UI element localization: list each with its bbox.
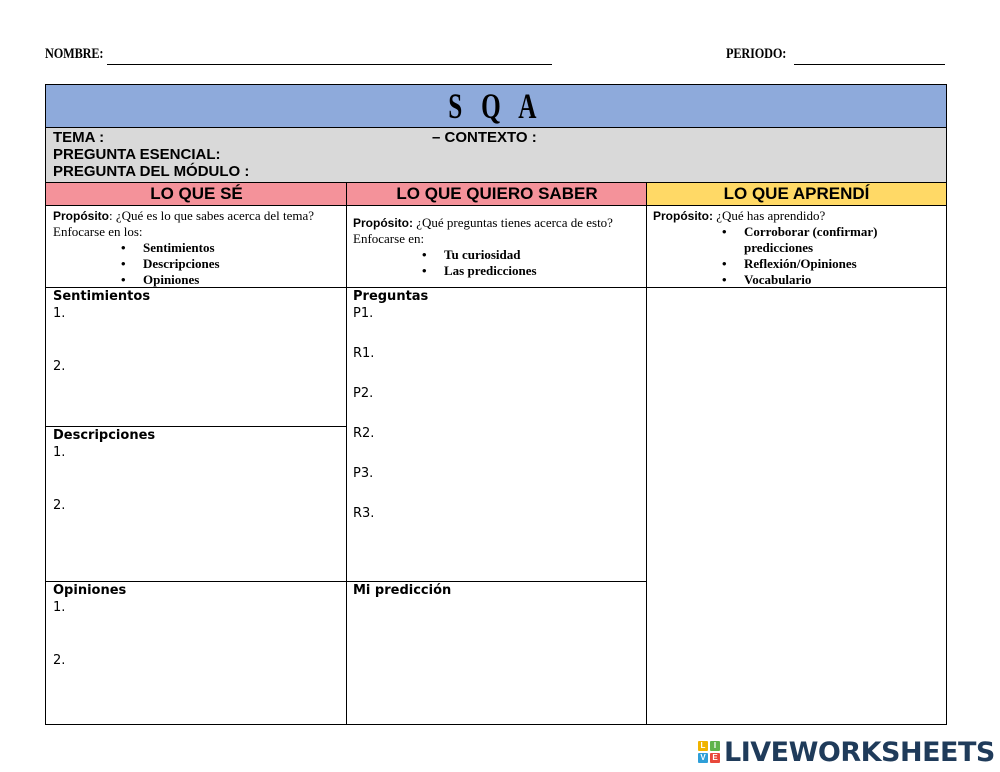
sqa-table [45,84,947,725]
bullet-item: • Opiniones [143,272,343,288]
column-divider [346,183,347,724]
bullet-item: • Reflexión/Opiniones [744,256,894,272]
answer-line[interactable]: R1. [353,346,375,361]
answer-line[interactable]: 1. [53,445,66,460]
sqa-title: S Q A [448,86,544,126]
answer-line[interactable]: 1. [53,600,66,615]
section-title: Preguntas [353,289,429,304]
purpose-col3: Propósito: ¿Qué has aprendido? • Corroborar (confirmar) predicciones • Reflexión/Opiniones • Vocabulario [653,208,943,288]
liveworksheets-logo [698,736,995,768]
brand-text: LIVEWORKSHEETS [724,736,995,768]
bullet-item: • Las predicciones [444,263,643,279]
header-lo-que-quiero-saber: LO QUE QUIERO SABER [347,183,647,206]
bullet-item: • Vocabulario [744,272,894,288]
name-label: NOMBRE: [45,46,104,62]
answer-line[interactable]: 2. [53,498,66,513]
bullet-item: • Tu curiosidad [444,247,643,263]
section-mi-prediccion[interactable] [353,583,451,598]
period-label: PERIODO: [726,46,787,62]
section-title: Opiniones [53,583,127,598]
row-divider [46,426,346,427]
period-field-line[interactable] [794,64,945,65]
answer-line[interactable]: R3. [353,506,375,521]
answer-line[interactable]: 2. [53,653,66,668]
bullet-item: • Corroborar (confirmar) predicciones [744,224,894,256]
lo-que-aprendi-answer-area[interactable] [647,288,945,724]
sqa-title-band [46,85,946,128]
purpose-col2: Propósito: ¿Qué preguntas tienes acerca de esto? Enfocarse en: • Tu curiosidad • Las predicciones [353,215,643,279]
question-line[interactable]: P1. [353,306,374,321]
section-title: Mi predicción [353,583,452,598]
question-line[interactable]: P2. [353,386,374,401]
section-descripciones [53,428,155,513]
answer-line[interactable]: R2. [353,426,375,441]
tema-label: TEMA : [53,129,105,146]
bullet-item: • Sentimientos [143,240,343,256]
info-band [46,128,946,183]
section-sentimientos [53,289,150,374]
pregunta-esencial-label: PREGUNTA ESENCIAL: [53,146,221,163]
question-line[interactable]: P3. [353,466,374,481]
answer-line[interactable]: 2. [53,359,66,374]
section-title: Descripciones [53,428,156,443]
answer-line[interactable]: 1. [53,306,66,321]
section-title: Sentimientos [53,289,151,304]
row-divider [46,581,646,582]
contexto-label: – CONTEXTO : [432,129,537,146]
pregunta-modulo-label: PREGUNTA DEL MÓDULO : [53,163,250,180]
live-logo-icon: L I V E [698,741,720,763]
purpose-col1: Propósito: ¿Qué es lo que sabes acerca del tema? Enfocarse en los: • Sentimientos • Descripciones • Opiniones [53,208,343,288]
bullet-item: • Descripciones [143,256,343,272]
header-lo-que-aprendi: LO QUE APRENDÍ [647,183,946,206]
section-preguntas [353,289,428,521]
name-field-line[interactable] [107,64,552,65]
section-opiniones [53,583,126,668]
header-lo-que-se: LO QUE SÉ [46,183,347,206]
